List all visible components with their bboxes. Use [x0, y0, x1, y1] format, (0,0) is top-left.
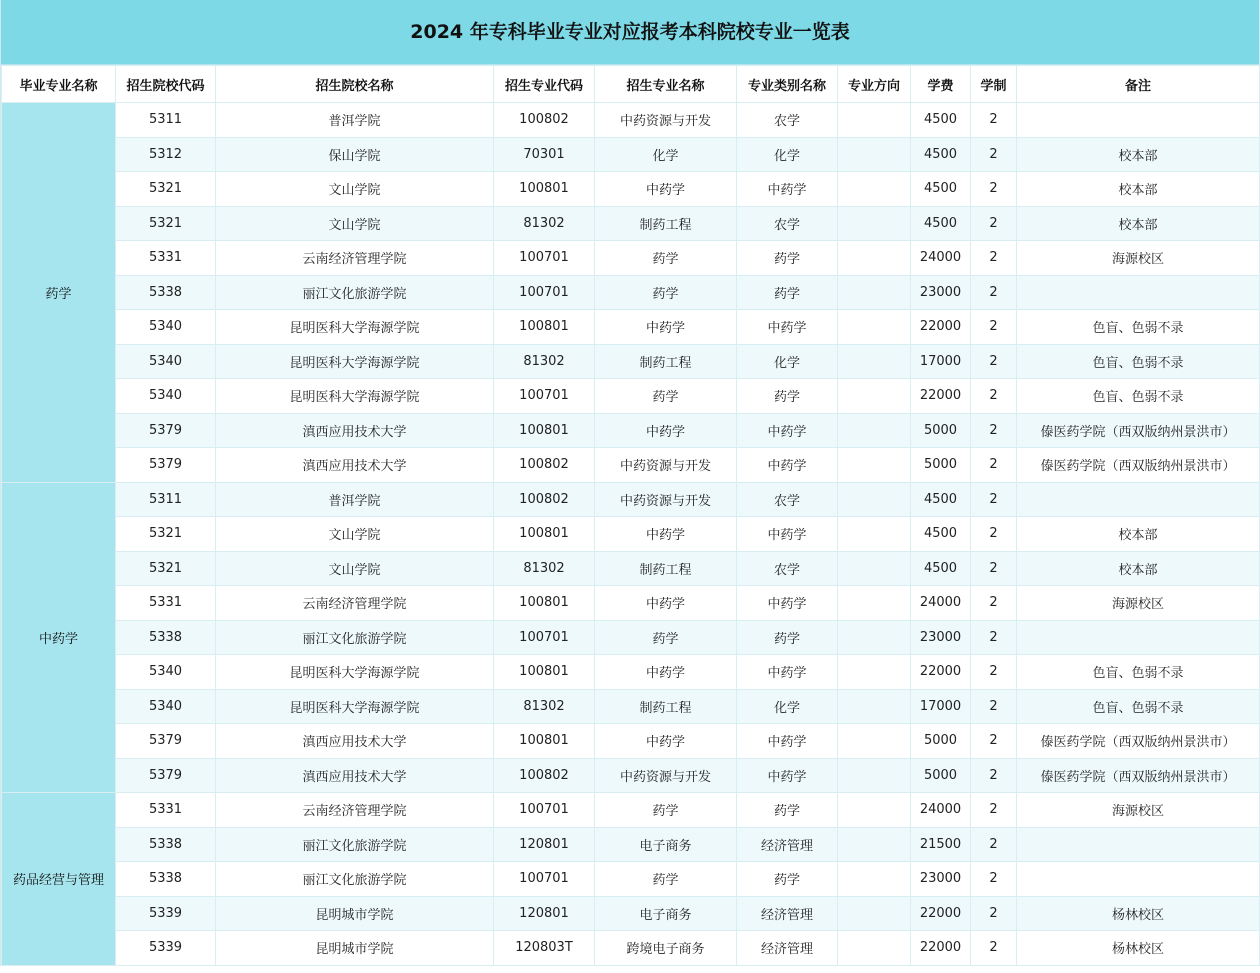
- table-cell: 昆明城市学院: [216, 896, 494, 931]
- table-cell: 81302: [494, 206, 595, 241]
- column-header: 毕业专业名称: [2, 66, 116, 103]
- group-cell: 药学: [2, 103, 116, 483]
- table-row: [2, 482, 1260, 517]
- table-cell: 100801: [494, 310, 595, 345]
- table-cell: [838, 655, 911, 690]
- table-cell: 校本部: [1017, 517, 1260, 552]
- table-cell: 22000: [911, 379, 971, 414]
- table-cell: 5339: [116, 931, 216, 966]
- table-cell: [838, 724, 911, 759]
- table-cell: 丽江文化旅游学院: [216, 275, 494, 310]
- table-cell: 制药工程: [595, 689, 737, 724]
- table-cell: 制药工程: [595, 344, 737, 379]
- table-cell: 5340: [116, 310, 216, 345]
- table-cell: 17000: [911, 689, 971, 724]
- table-cell: 2: [971, 482, 1017, 517]
- table-cell: 中药学: [595, 310, 737, 345]
- table-cell: 傣医药学院（西双版纳州景洪市）: [1017, 758, 1260, 793]
- table-cell: 70301: [494, 137, 595, 172]
- table-cell: 制药工程: [595, 206, 737, 241]
- table-cell: 农学: [737, 103, 838, 138]
- table-row: [2, 379, 1260, 414]
- table-cell: 昆明医科大学海源学院: [216, 379, 494, 414]
- table-cell: 5331: [116, 793, 216, 828]
- table-cell: 5379: [116, 413, 216, 448]
- table-cell: 2: [971, 724, 1017, 759]
- table-cell: 杨林校区: [1017, 931, 1260, 966]
- table-cell: 5000: [911, 413, 971, 448]
- table-cell: 24000: [911, 241, 971, 276]
- table-cell: 2: [971, 620, 1017, 655]
- table-cell: 中药学: [595, 517, 737, 552]
- table-cell: 5321: [116, 517, 216, 552]
- table-cell: [838, 931, 911, 966]
- table-cell: 4500: [911, 482, 971, 517]
- table-row: [2, 655, 1260, 690]
- table-cell: [838, 620, 911, 655]
- table-cell: 中药学: [737, 758, 838, 793]
- table-row: [2, 586, 1260, 621]
- table-cell: [838, 206, 911, 241]
- table-cell: 中药学: [595, 413, 737, 448]
- table-cell: 24000: [911, 793, 971, 828]
- table-cell: [1017, 103, 1260, 138]
- table-cell: 海源校区: [1017, 586, 1260, 621]
- table-cell: [838, 689, 911, 724]
- table-cell: 药学: [595, 862, 737, 897]
- table-cell: 中药学: [737, 172, 838, 207]
- table-cell: [838, 586, 911, 621]
- table-cell: 2: [971, 758, 1017, 793]
- table-cell: 4500: [911, 172, 971, 207]
- table-cell: 跨境电子商务: [595, 931, 737, 966]
- table-cell: 经济管理: [737, 827, 838, 862]
- table-cell: [838, 862, 911, 897]
- column-header: 招生专业名称: [595, 66, 737, 103]
- table-cell: 2: [971, 689, 1017, 724]
- table-cell: [838, 448, 911, 483]
- table-cell: 24000: [911, 586, 971, 621]
- table-cell: 2: [971, 551, 1017, 586]
- table-cell: [838, 172, 911, 207]
- table-cell: 4500: [911, 206, 971, 241]
- table-row: [2, 689, 1260, 724]
- table-cell: 药学: [595, 793, 737, 828]
- table-cell: 5000: [911, 724, 971, 759]
- table-cell: 中药学: [737, 448, 838, 483]
- table-header: [2, 66, 1260, 103]
- group-cell: 中药学: [2, 482, 116, 793]
- table-cell: 校本部: [1017, 172, 1260, 207]
- table-cell: 药学: [737, 379, 838, 414]
- table-cell: 昆明医科大学海源学院: [216, 689, 494, 724]
- table-cell: 药学: [595, 241, 737, 276]
- table-cell: 5312: [116, 137, 216, 172]
- column-header: 招生专业代码: [494, 66, 595, 103]
- column-header: 招生院校代码: [116, 66, 216, 103]
- table-cell: 丽江文化旅游学院: [216, 620, 494, 655]
- table-row: [2, 931, 1260, 966]
- table-cell: 5321: [116, 206, 216, 241]
- table-cell: 药学: [595, 620, 737, 655]
- header-row: [2, 66, 1260, 103]
- table-row: [2, 448, 1260, 483]
- table-cell: [1017, 620, 1260, 655]
- table-cell: 5000: [911, 448, 971, 483]
- table-cell: 22000: [911, 310, 971, 345]
- table-cell: 药学: [737, 241, 838, 276]
- table-cell: 5000: [911, 758, 971, 793]
- table-cell: 81302: [494, 344, 595, 379]
- table-row: [2, 137, 1260, 172]
- table-cell: 滇西应用技术大学: [216, 758, 494, 793]
- table-cell: 文山学院: [216, 172, 494, 207]
- table-cell: 保山学院: [216, 137, 494, 172]
- table-cell: 普洱学院: [216, 103, 494, 138]
- table-cell: [838, 310, 911, 345]
- table-cell: 化学: [737, 689, 838, 724]
- table-cell: 校本部: [1017, 551, 1260, 586]
- table-cell: 校本部: [1017, 137, 1260, 172]
- table-cell: 中药学: [737, 413, 838, 448]
- table-cell: 2: [971, 379, 1017, 414]
- table-cell: 海源校区: [1017, 793, 1260, 828]
- table-cell: 云南经济管理学院: [216, 241, 494, 276]
- table-cell: 2: [971, 827, 1017, 862]
- table-cell: 农学: [737, 206, 838, 241]
- table-row: [2, 551, 1260, 586]
- table-cell: 滇西应用技术大学: [216, 413, 494, 448]
- table-cell: 5379: [116, 724, 216, 759]
- table-cell: 5338: [116, 827, 216, 862]
- table-cell: [838, 793, 911, 828]
- table-cell: 云南经济管理学院: [216, 586, 494, 621]
- table-cell: 丽江文化旅游学院: [216, 827, 494, 862]
- table-cell: 色盲、色弱不录: [1017, 689, 1260, 724]
- table-cell: 5321: [116, 551, 216, 586]
- table-row: [2, 620, 1260, 655]
- table-cell: 100801: [494, 724, 595, 759]
- table-cell: 22000: [911, 655, 971, 690]
- table-cell: 药学: [737, 793, 838, 828]
- table-cell: 23000: [911, 275, 971, 310]
- page-title: 2024 年专科毕业专业对应报考本科院校专业一览表: [1, 0, 1259, 65]
- table-cell: [838, 551, 911, 586]
- table-cell: 100701: [494, 620, 595, 655]
- table-row: [2, 862, 1260, 897]
- group-cell: 药品经营与管理: [2, 793, 116, 966]
- table-cell: 文山学院: [216, 517, 494, 552]
- table-cell: 化学: [595, 137, 737, 172]
- table-cell: 昆明医科大学海源学院: [216, 655, 494, 690]
- table-cell: 药学: [595, 275, 737, 310]
- table-cell: 5340: [116, 379, 216, 414]
- table-cell: 21500: [911, 827, 971, 862]
- table-cell: 5338: [116, 620, 216, 655]
- table-cell: 5331: [116, 586, 216, 621]
- table-cell: 傣医药学院（西双版纳州景洪市）: [1017, 413, 1260, 448]
- table-cell: 5338: [116, 275, 216, 310]
- table-cell: 5311: [116, 103, 216, 138]
- table-cell: 2: [971, 586, 1017, 621]
- table-cell: 100701: [494, 379, 595, 414]
- column-header: 备注: [1017, 66, 1260, 103]
- table-cell: 100802: [494, 758, 595, 793]
- table-row: [2, 310, 1260, 345]
- table-cell: [838, 137, 911, 172]
- table-cell: 2: [971, 517, 1017, 552]
- table-cell: 中药学: [737, 724, 838, 759]
- table-cell: 2: [971, 172, 1017, 207]
- table-cell: 2: [971, 862, 1017, 897]
- table-cell: 经济管理: [737, 931, 838, 966]
- table-cell: 中药学: [737, 310, 838, 345]
- table-cell: [1017, 275, 1260, 310]
- table-cell: 校本部: [1017, 206, 1260, 241]
- table-cell: 81302: [494, 551, 595, 586]
- table-cell: 4500: [911, 103, 971, 138]
- column-header: 招生院校名称: [216, 66, 494, 103]
- table-cell: 2: [971, 206, 1017, 241]
- table-cell: 2: [971, 413, 1017, 448]
- table-cell: 120803T: [494, 931, 595, 966]
- table-cell: [838, 413, 911, 448]
- table-cell: 药学: [595, 379, 737, 414]
- table-cell: [838, 482, 911, 517]
- table-cell: 海源校区: [1017, 241, 1260, 276]
- table-cell: 100701: [494, 275, 595, 310]
- table-row: [2, 827, 1260, 862]
- table-cell: 22000: [911, 931, 971, 966]
- table-cell: 文山学院: [216, 206, 494, 241]
- table-cell: 2: [971, 931, 1017, 966]
- table-body: [2, 103, 1260, 966]
- column-header: 专业类别名称: [737, 66, 838, 103]
- table-cell: [838, 241, 911, 276]
- table-cell: 5338: [116, 862, 216, 897]
- column-header: 学制: [971, 66, 1017, 103]
- table-cell: 5340: [116, 689, 216, 724]
- table-cell: 2: [971, 310, 1017, 345]
- table-row: [2, 241, 1260, 276]
- table-cell: [838, 379, 911, 414]
- table-cell: 中药学: [595, 172, 737, 207]
- table-cell: 100701: [494, 862, 595, 897]
- table-cell: 2: [971, 344, 1017, 379]
- table-row: [2, 344, 1260, 379]
- table-cell: 100801: [494, 413, 595, 448]
- table-cell: 5340: [116, 344, 216, 379]
- table-row: [2, 793, 1260, 828]
- table-cell: 100801: [494, 172, 595, 207]
- table-cell: 中药学: [737, 517, 838, 552]
- table-cell: 22000: [911, 896, 971, 931]
- table-cell: [1017, 862, 1260, 897]
- table-cell: 120801: [494, 827, 595, 862]
- table-cell: 100802: [494, 103, 595, 138]
- table-cell: 农学: [737, 551, 838, 586]
- table-cell: 中药资源与开发: [595, 758, 737, 793]
- table-cell: 文山学院: [216, 551, 494, 586]
- table-cell: 滇西应用技术大学: [216, 448, 494, 483]
- table-cell: 5379: [116, 758, 216, 793]
- table-cell: 100701: [494, 241, 595, 276]
- table-cell: 2: [971, 448, 1017, 483]
- table-cell: 100801: [494, 517, 595, 552]
- table-cell: 5331: [116, 241, 216, 276]
- table-cell: 电子商务: [595, 827, 737, 862]
- table-cell: 中药学: [595, 655, 737, 690]
- table-cell: [1017, 482, 1260, 517]
- table-cell: 昆明城市学院: [216, 931, 494, 966]
- table-cell: 17000: [911, 344, 971, 379]
- column-header: 学费: [911, 66, 971, 103]
- table-cell: 杨林校区: [1017, 896, 1260, 931]
- table-cell: 中药资源与开发: [595, 103, 737, 138]
- table-row: [2, 103, 1260, 138]
- table-cell: 药学: [737, 275, 838, 310]
- table-cell: 电子商务: [595, 896, 737, 931]
- admission-table: [1, 65, 1260, 966]
- table-cell: 2: [971, 896, 1017, 931]
- table-cell: 傣医药学院（西双版纳州景洪市）: [1017, 448, 1260, 483]
- table-cell: 2: [971, 655, 1017, 690]
- table-cell: 中药学: [737, 655, 838, 690]
- table-cell: 100801: [494, 586, 595, 621]
- table-cell: [838, 344, 911, 379]
- table-cell: 120801: [494, 896, 595, 931]
- table-cell: 2: [971, 241, 1017, 276]
- table-cell: 中药学: [595, 586, 737, 621]
- table-cell: 100802: [494, 448, 595, 483]
- table-cell: 中药学: [595, 724, 737, 759]
- table-cell: 4500: [911, 551, 971, 586]
- table-cell: [838, 517, 911, 552]
- table-cell: 色盲、色弱不录: [1017, 344, 1260, 379]
- table-cell: 药学: [737, 620, 838, 655]
- table-cell: [838, 758, 911, 793]
- table-cell: 云南经济管理学院: [216, 793, 494, 828]
- table-cell: 滇西应用技术大学: [216, 724, 494, 759]
- table-cell: 100701: [494, 793, 595, 828]
- column-header: 专业方向: [838, 66, 911, 103]
- table-cell: 色盲、色弱不录: [1017, 655, 1260, 690]
- table-cell: 4500: [911, 517, 971, 552]
- table-cell: [838, 275, 911, 310]
- table-cell: 丽江文化旅游学院: [216, 862, 494, 897]
- table-cell: 2: [971, 275, 1017, 310]
- table-cell: 普洱学院: [216, 482, 494, 517]
- table-cell: [838, 896, 911, 931]
- table-cell: 4500: [911, 137, 971, 172]
- table-row: [2, 724, 1260, 759]
- table-row: [2, 172, 1260, 207]
- table-cell: 5321: [116, 172, 216, 207]
- table-cell: 5379: [116, 448, 216, 483]
- table-row: [2, 896, 1260, 931]
- table-cell: 中药资源与开发: [595, 448, 737, 483]
- table-cell: 100801: [494, 655, 595, 690]
- table-cell: 化学: [737, 344, 838, 379]
- table-cell: [1017, 827, 1260, 862]
- table-cell: 色盲、色弱不录: [1017, 310, 1260, 345]
- table-cell: 色盲、色弱不录: [1017, 379, 1260, 414]
- table-row: [2, 517, 1260, 552]
- table-cell: 药学: [737, 862, 838, 897]
- table-cell: 经济管理: [737, 896, 838, 931]
- table-cell: 傣医药学院（西双版纳州景洪市）: [1017, 724, 1260, 759]
- table-cell: 昆明医科大学海源学院: [216, 310, 494, 345]
- table-cell: 2: [971, 137, 1017, 172]
- table-cell: 2: [971, 103, 1017, 138]
- table-cell: [838, 103, 911, 138]
- table-cell: 5340: [116, 655, 216, 690]
- table-row: [2, 758, 1260, 793]
- table-cell: 中药资源与开发: [595, 482, 737, 517]
- table-cell: 农学: [737, 482, 838, 517]
- table-cell: 5311: [116, 482, 216, 517]
- table-cell: 23000: [911, 620, 971, 655]
- table-cell: 制药工程: [595, 551, 737, 586]
- table-cell: 化学: [737, 137, 838, 172]
- table-cell: [838, 827, 911, 862]
- table-cell: 81302: [494, 689, 595, 724]
- table-row: [2, 413, 1260, 448]
- table-cell: 昆明医科大学海源学院: [216, 344, 494, 379]
- table-cell: 23000: [911, 862, 971, 897]
- table-cell: 2: [971, 793, 1017, 828]
- table-row: [2, 206, 1260, 241]
- table-cell: 中药学: [737, 586, 838, 621]
- table-cell: 100802: [494, 482, 595, 517]
- table-row: [2, 275, 1260, 310]
- table-cell: 5339: [116, 896, 216, 931]
